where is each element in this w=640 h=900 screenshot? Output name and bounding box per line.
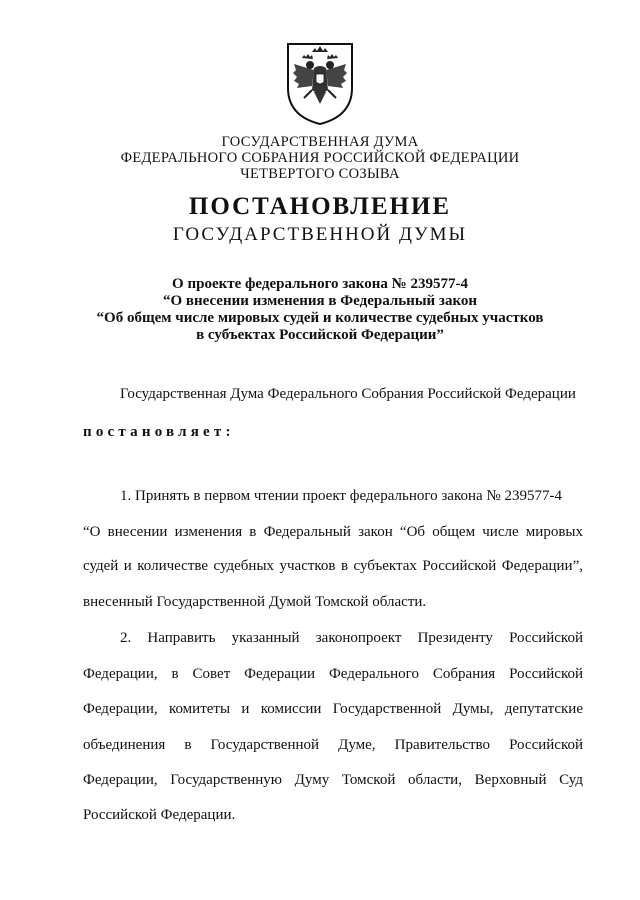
subject-line-3: “Об общем числе мировых судей и количестве судебных участков [96, 310, 544, 326]
item-1-line-3: судей и количестве судебных участков в субъектах Российской Федерации”, [83, 558, 583, 574]
header-federal-assembly: ФЕДЕРАЛЬНОГО СОБРАНИЯ РОССИЙСКОЙ ФЕДЕРАЦИИ [120, 150, 520, 166]
item-2-line-2: Федерации, в Совет Федерации Федерального Собрания Российской [83, 666, 583, 682]
item-2-line-6: Российской Федерации. [83, 807, 236, 823]
item-1-line-1: 1. Принять в первом чтении проект федерального закона № 239577-4 [120, 488, 562, 504]
item-1-line-4: внесенный Государственной Думой Томской области. [83, 594, 427, 610]
coat-of-arms-emblem-icon [284, 40, 356, 126]
preamble-text: Государственная Дума Федерального Собрания Российской Федерации [120, 386, 576, 402]
header-convocation: ЧЕТВЕРТОГО СОЗЫВА [240, 166, 400, 182]
item-2-line-4: объединения в Государственной Думе, Правительство Российской [83, 737, 583, 753]
item-2-line-5: Федерации, Государственную Думу Томской области, Верховный Суд [83, 772, 583, 788]
decree-verb: постановляет: [83, 424, 235, 440]
document-title: ПОСТАНОВЛЕНИЕ [188, 193, 452, 220]
subject-line-1: О проекте федерального закона № 239577-4 [172, 276, 468, 292]
subject-line-2: “О внесении изменения в Федеральный закон [162, 293, 478, 309]
item-2-line-1: 2. Направить указанный законопроект Президенту Российской [120, 630, 583, 646]
header-duma: ГОСУДАРСТВЕННАЯ ДУМА [221, 134, 419, 150]
subject-line-4: в субъектах Российской Федерации” [196, 327, 444, 343]
item-2-line-3: Федерации, комитеты и комиссии Государственной Думы, депутатские [83, 701, 583, 717]
item-1-line-2: “О внесении изменения в Федеральный закон “Об общем числе мировых [83, 524, 583, 540]
document-subtitle: ГОСУДАРСТВЕННОЙ ДУМЫ [172, 224, 468, 245]
